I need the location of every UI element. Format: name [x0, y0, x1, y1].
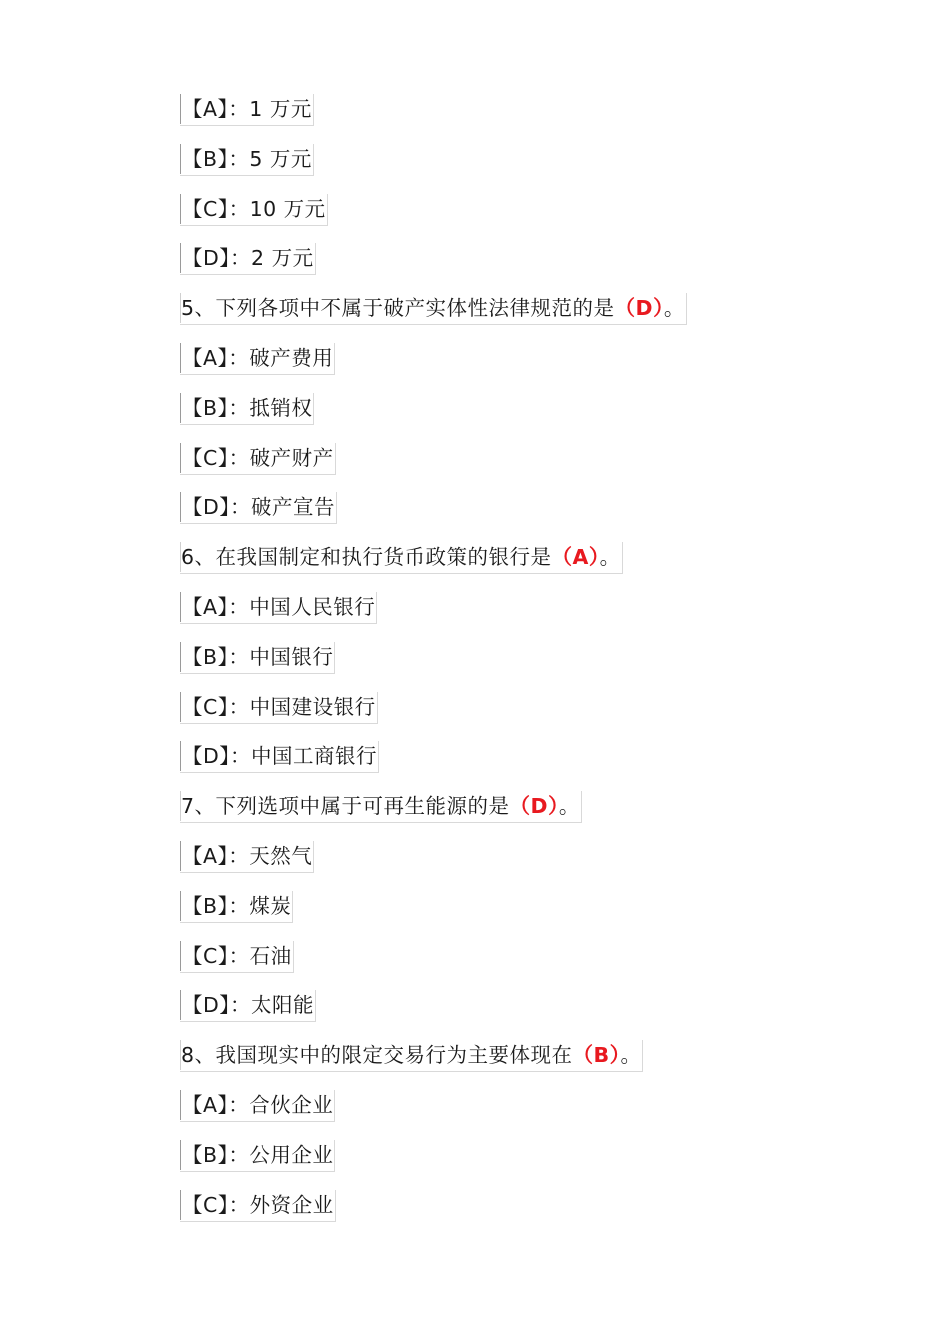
option-text: 【B】：公用企业 [182, 1142, 334, 1167]
option-text: 【D】：中国工商银行 [182, 744, 378, 769]
option-line [180, 441, 880, 491]
option-textbox [180, 241, 316, 273]
option-textbox [180, 192, 328, 224]
option-line [180, 739, 880, 789]
option-textbox [180, 1088, 335, 1120]
document-page [180, 92, 880, 1237]
option-text: 【D】：太阳能 [182, 993, 315, 1018]
option-line [180, 192, 880, 242]
option-line [180, 889, 880, 939]
option-textbox [180, 1188, 336, 1220]
option-text: 【C】：破产财产 [182, 445, 334, 470]
option-text: 【D】：破产宣告 [182, 495, 336, 520]
option-textbox [180, 142, 314, 174]
option-line [180, 640, 880, 690]
option-line [180, 690, 880, 740]
option-text: 【D】：2 万元 [182, 246, 314, 271]
textbox-frame [334, 1090, 335, 1122]
question-textbox [180, 291, 687, 323]
textbox-frame [336, 492, 337, 524]
option-text: 【C】：石油 [182, 943, 292, 968]
textbox-frame [686, 293, 687, 325]
option-text: 【A】：1 万元 [182, 97, 312, 121]
option-textbox [180, 1138, 335, 1170]
option-textbox [180, 839, 314, 871]
option-textbox [180, 341, 335, 373]
question-line [180, 540, 880, 590]
option-line [180, 1188, 880, 1238]
option-text: 【A】：天然气 [182, 843, 313, 868]
question-line [180, 1038, 880, 1088]
option-text: 【C】：中国建设银行 [182, 694, 376, 719]
textbox-frame [377, 692, 378, 724]
sentence-end: 。 [663, 296, 685, 321]
textbox-frame [642, 1040, 643, 1072]
textbox-frame [334, 343, 335, 375]
textbox-frame [378, 741, 379, 773]
textbox-frame [622, 542, 623, 574]
textbox-frame [313, 393, 314, 425]
option-line [180, 92, 880, 142]
answer-label: （A） [551, 545, 600, 570]
textbox-frame [315, 990, 316, 1022]
question-text: 7、下列选项中属于可再生能源的是 [181, 794, 510, 819]
option-line [180, 988, 880, 1038]
sentence-end: 。 [620, 1043, 642, 1068]
textbox-frame [313, 94, 314, 126]
textbox-frame [335, 1190, 336, 1222]
textbox-frame [315, 243, 316, 275]
option-text: 【A】：中国人民银行 [182, 594, 376, 619]
option-textbox [180, 441, 336, 473]
textbox-frame [376, 592, 377, 624]
option-line [180, 939, 880, 989]
sentence-end: 。 [558, 794, 580, 819]
option-textbox [180, 988, 316, 1020]
option-textbox [180, 590, 377, 622]
textbox-frame [293, 941, 294, 973]
option-line [180, 241, 880, 291]
option-text: 【B】：煤炭 [182, 893, 292, 918]
answer-label: （B） [572, 1043, 621, 1068]
textbox-frame [334, 642, 335, 674]
question-line [180, 291, 880, 341]
option-line [180, 1138, 880, 1188]
answer-label: （D） [614, 296, 664, 321]
option-textbox [180, 739, 379, 771]
question-textbox [180, 789, 582, 821]
option-text: 【B】：中国银行 [182, 644, 334, 669]
option-text: 【C】：10 万元 [182, 196, 326, 221]
option-line [180, 1088, 880, 1138]
option-text: 【B】：抵销权 [182, 395, 313, 420]
option-text: 【C】：外资企业 [182, 1192, 334, 1217]
option-textbox [180, 490, 337, 522]
textbox-frame [334, 1140, 335, 1172]
question-textbox [180, 540, 623, 572]
option-textbox [180, 939, 294, 971]
option-line [180, 391, 880, 441]
option-textbox [180, 640, 335, 672]
answer-label: （D） [509, 794, 559, 819]
option-textbox [180, 690, 378, 722]
question-textbox [180, 1038, 643, 1070]
textbox-frame [327, 194, 328, 226]
option-textbox [180, 92, 314, 124]
option-line [180, 490, 880, 540]
option-textbox [180, 391, 314, 423]
textbox-frame [292, 891, 293, 923]
option-textbox [180, 889, 293, 921]
question-text: 5、下列各项中不属于破产实体性法律规范的是 [181, 296, 615, 321]
textbox-frame [335, 443, 336, 475]
option-text: 【B】：5 万元 [182, 146, 312, 171]
question-text: 8、我国现实中的限定交易行为主要体现在 [181, 1043, 573, 1068]
sentence-end: 。 [599, 545, 621, 570]
option-line [180, 341, 880, 391]
option-line [180, 590, 880, 640]
textbox-frame [581, 791, 582, 823]
question-text: 6、在我国制定和执行货币政策的银行是 [181, 545, 552, 570]
textbox-frame [313, 144, 314, 176]
option-text: 【A】：合伙企业 [182, 1092, 334, 1117]
option-line [180, 839, 880, 889]
textbox-frame [313, 841, 314, 873]
option-text: 【A】：破产费用 [182, 345, 334, 370]
question-line [180, 789, 880, 839]
option-line [180, 142, 880, 192]
